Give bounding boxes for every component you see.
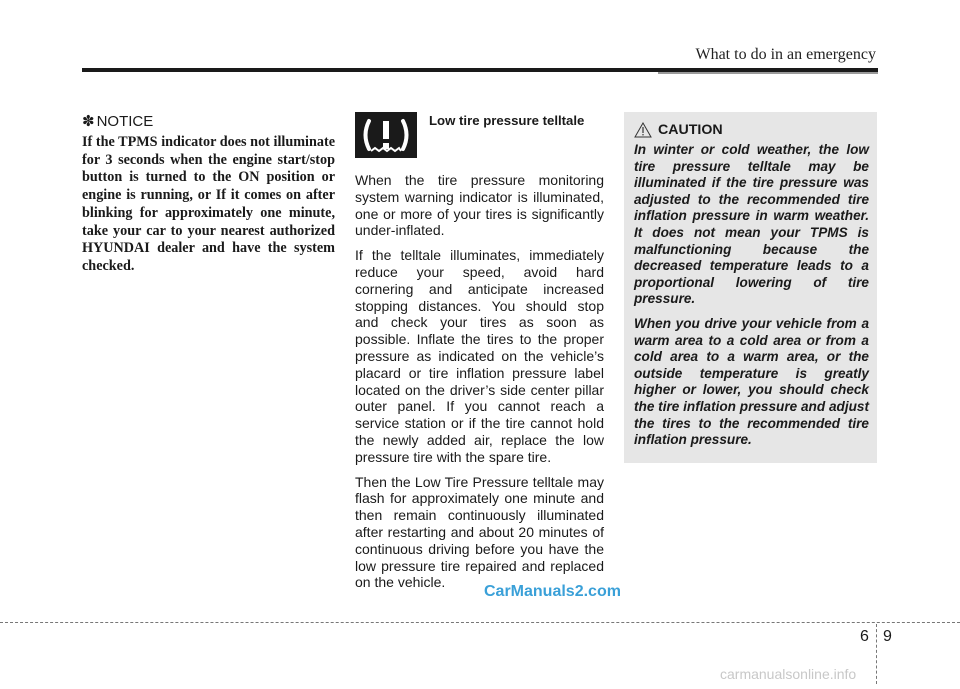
page-number: 9	[883, 628, 892, 645]
page-divider	[876, 624, 877, 684]
low-tire-pressure-telltale-icon	[355, 112, 417, 158]
header-rule-accent	[658, 72, 878, 74]
caution-paragraph-2: When you drive your vehicle from a warm area to a cold area or from a cold area to a warm area, or the outside temperature is greatly higher or lower, you should check the tire inflation pressure and adjust the tires to the recommended tire inflation pressure.	[634, 315, 869, 448]
notice-section	[82, 112, 335, 276]
watermark-link[interactable]: CarManuals2.com	[484, 583, 621, 600]
notice-heading-label: NOTICE	[96, 112, 154, 130]
telltale-section	[355, 112, 604, 599]
caution-heading-label: CAUTION	[658, 122, 723, 138]
notice-heading	[82, 112, 335, 130]
notice-body: If the TPMS indicator does not illuminate for 3 seconds when the engine start/stop button is turned to the ON position or engine is running, or If it comes on after blinking for approximately one minute, take your car to your nearest authorized HYUNDAI dealer and have the system checked.	[82, 134, 335, 274]
caution-heading	[634, 122, 869, 138]
section-number: 6	[860, 628, 869, 645]
notice-star-icon: ✽	[82, 113, 95, 130]
telltale-paragraph-3: Then the Low Tire Pressure telltale may flash for approximately one minute and then remain continuously illuminated after restarting and about 20 minutes of continuous driving before you have the low pressure tire repaired and replaced on the vehicle.	[355, 473, 604, 591]
telltale-paragraph-2: If the telltale illuminates, immediately reduce your speed, avoid hard cornering and anticipate increased stopping distances. You should stop and check your tires as soon as possible. Inflate the tires to the proper pressure as indicated on the vehicle’s placard or tire inflation pressure label located on the driver’s side center pillar outer panel. If you cannot reach a service station or if the tire cannot hold the newly added air, replace the low pressure tire with the spare tire.	[355, 247, 604, 465]
footer-rule	[0, 622, 960, 623]
caution-paragraph-1: In winter or cold weather, the low tire pressure telltale may be illuminated if the tire pressure was adjusted to the recommended tire inflation pressure in warm weather. It does not mean your TPMS is malfunctioning because the decreased temperature leads to a proportional lowering of tire pressure.	[634, 142, 869, 307]
warning-triangle-icon	[634, 122, 652, 138]
site-watermark: carmanualsonline.info	[720, 666, 857, 682]
telltale-title: Low tire pressure telltale	[429, 113, 585, 128]
telltale-paragraph-1: When the tire pressure monitoring system warning indicator is illuminated, one or more of your tires is significantly under-inflated.	[355, 172, 604, 239]
caution-box	[624, 112, 877, 463]
header-title: What to do in an emergency	[695, 46, 876, 63]
